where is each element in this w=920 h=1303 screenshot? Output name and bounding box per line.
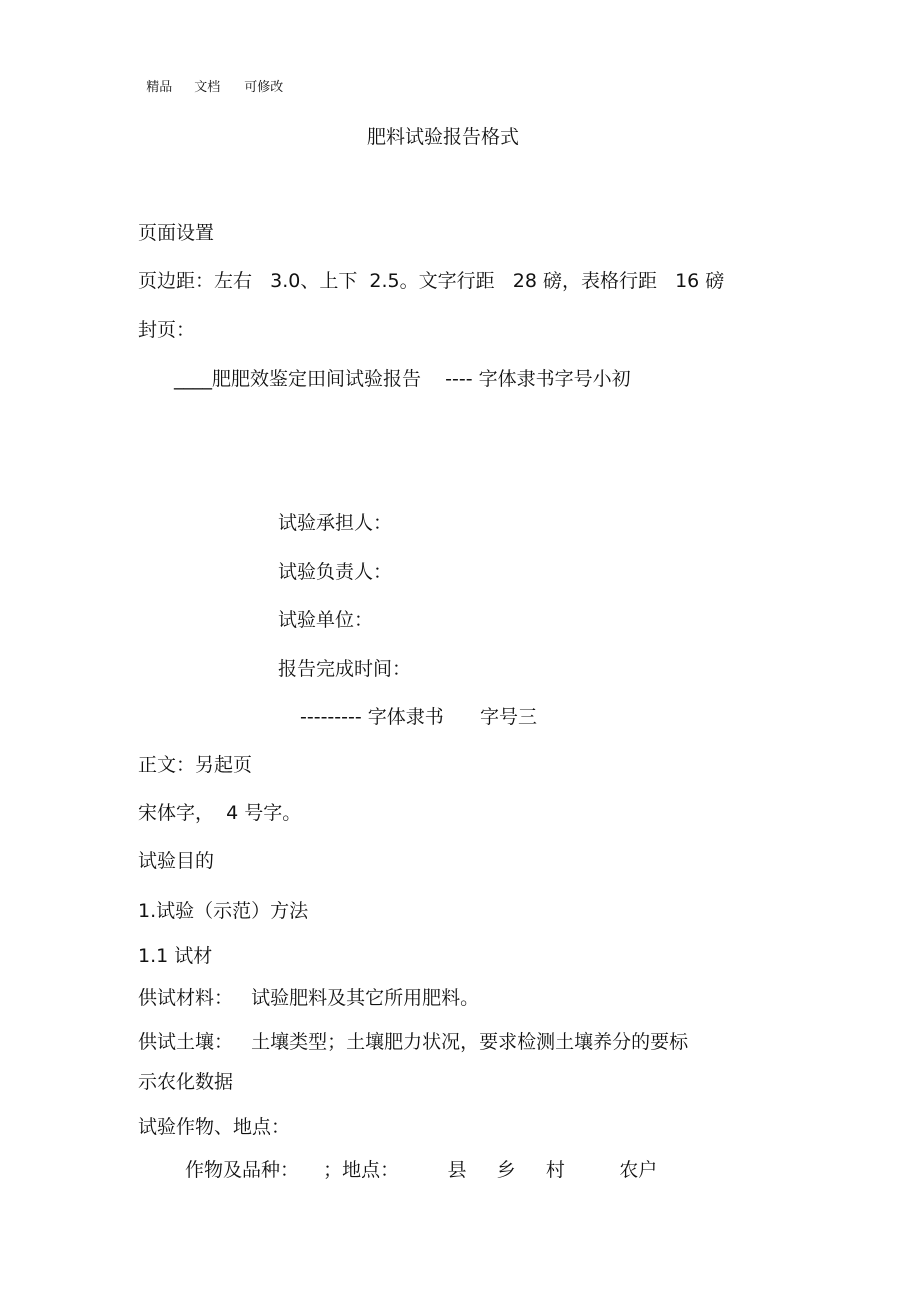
undertaker-line: 试验承担人： <box>278 512 393 534</box>
purpose-heading: 试验目的 <box>138 850 215 872</box>
cover-title-line: ____肥肥效鉴定田间试验报告 ---- 字体隶书字号小初 <box>174 368 631 390</box>
method-heading: 1.试验（示范）方法 <box>138 900 309 922</box>
materials-line: 供试材料： 试验肥料及其它所用肥料。 <box>138 987 480 1009</box>
completion-time-line: 报告完成时间： <box>278 658 412 680</box>
unit-line: 试验单位： <box>278 609 374 631</box>
materials-heading: 1.1 试材 <box>138 945 213 967</box>
font-note-line: --------- 字体隶书 字号三 <box>300 706 537 728</box>
page-setup-heading: 页面设置 <box>138 222 215 244</box>
margins-line: 页边距：左右 3.0、上下 2.5。文字行距 28 磅，表格行距 16 磅 <box>138 270 725 292</box>
cover-heading: 封页： <box>138 319 196 341</box>
header-item-kexiugai: 可修改 <box>244 80 284 95</box>
font-size-line: 宋体字， 4 号字。 <box>138 802 302 824</box>
crop-variety-line: 作物及品种： ；地点： 县 乡 村 农户 <box>185 1159 658 1181</box>
responsible-line: 试验负责人： <box>278 561 393 583</box>
header-item-jingpin: 精品 <box>146 80 173 95</box>
header-item-wendang: 文档 <box>194 80 221 95</box>
document-title: 肥料试验报告格式 <box>367 126 520 148</box>
body-text-line: 正文：另起页 <box>138 754 253 776</box>
soil-line-2: 示农化数据 <box>138 1071 234 1093</box>
crop-location-heading: 试验作物、地点： <box>138 1116 291 1138</box>
soil-line-1: 供试土壤： 土壤类型；土壤肥力状况，要求检测土壤养分的要标 <box>138 1031 689 1053</box>
page-header <box>138 68 283 94</box>
